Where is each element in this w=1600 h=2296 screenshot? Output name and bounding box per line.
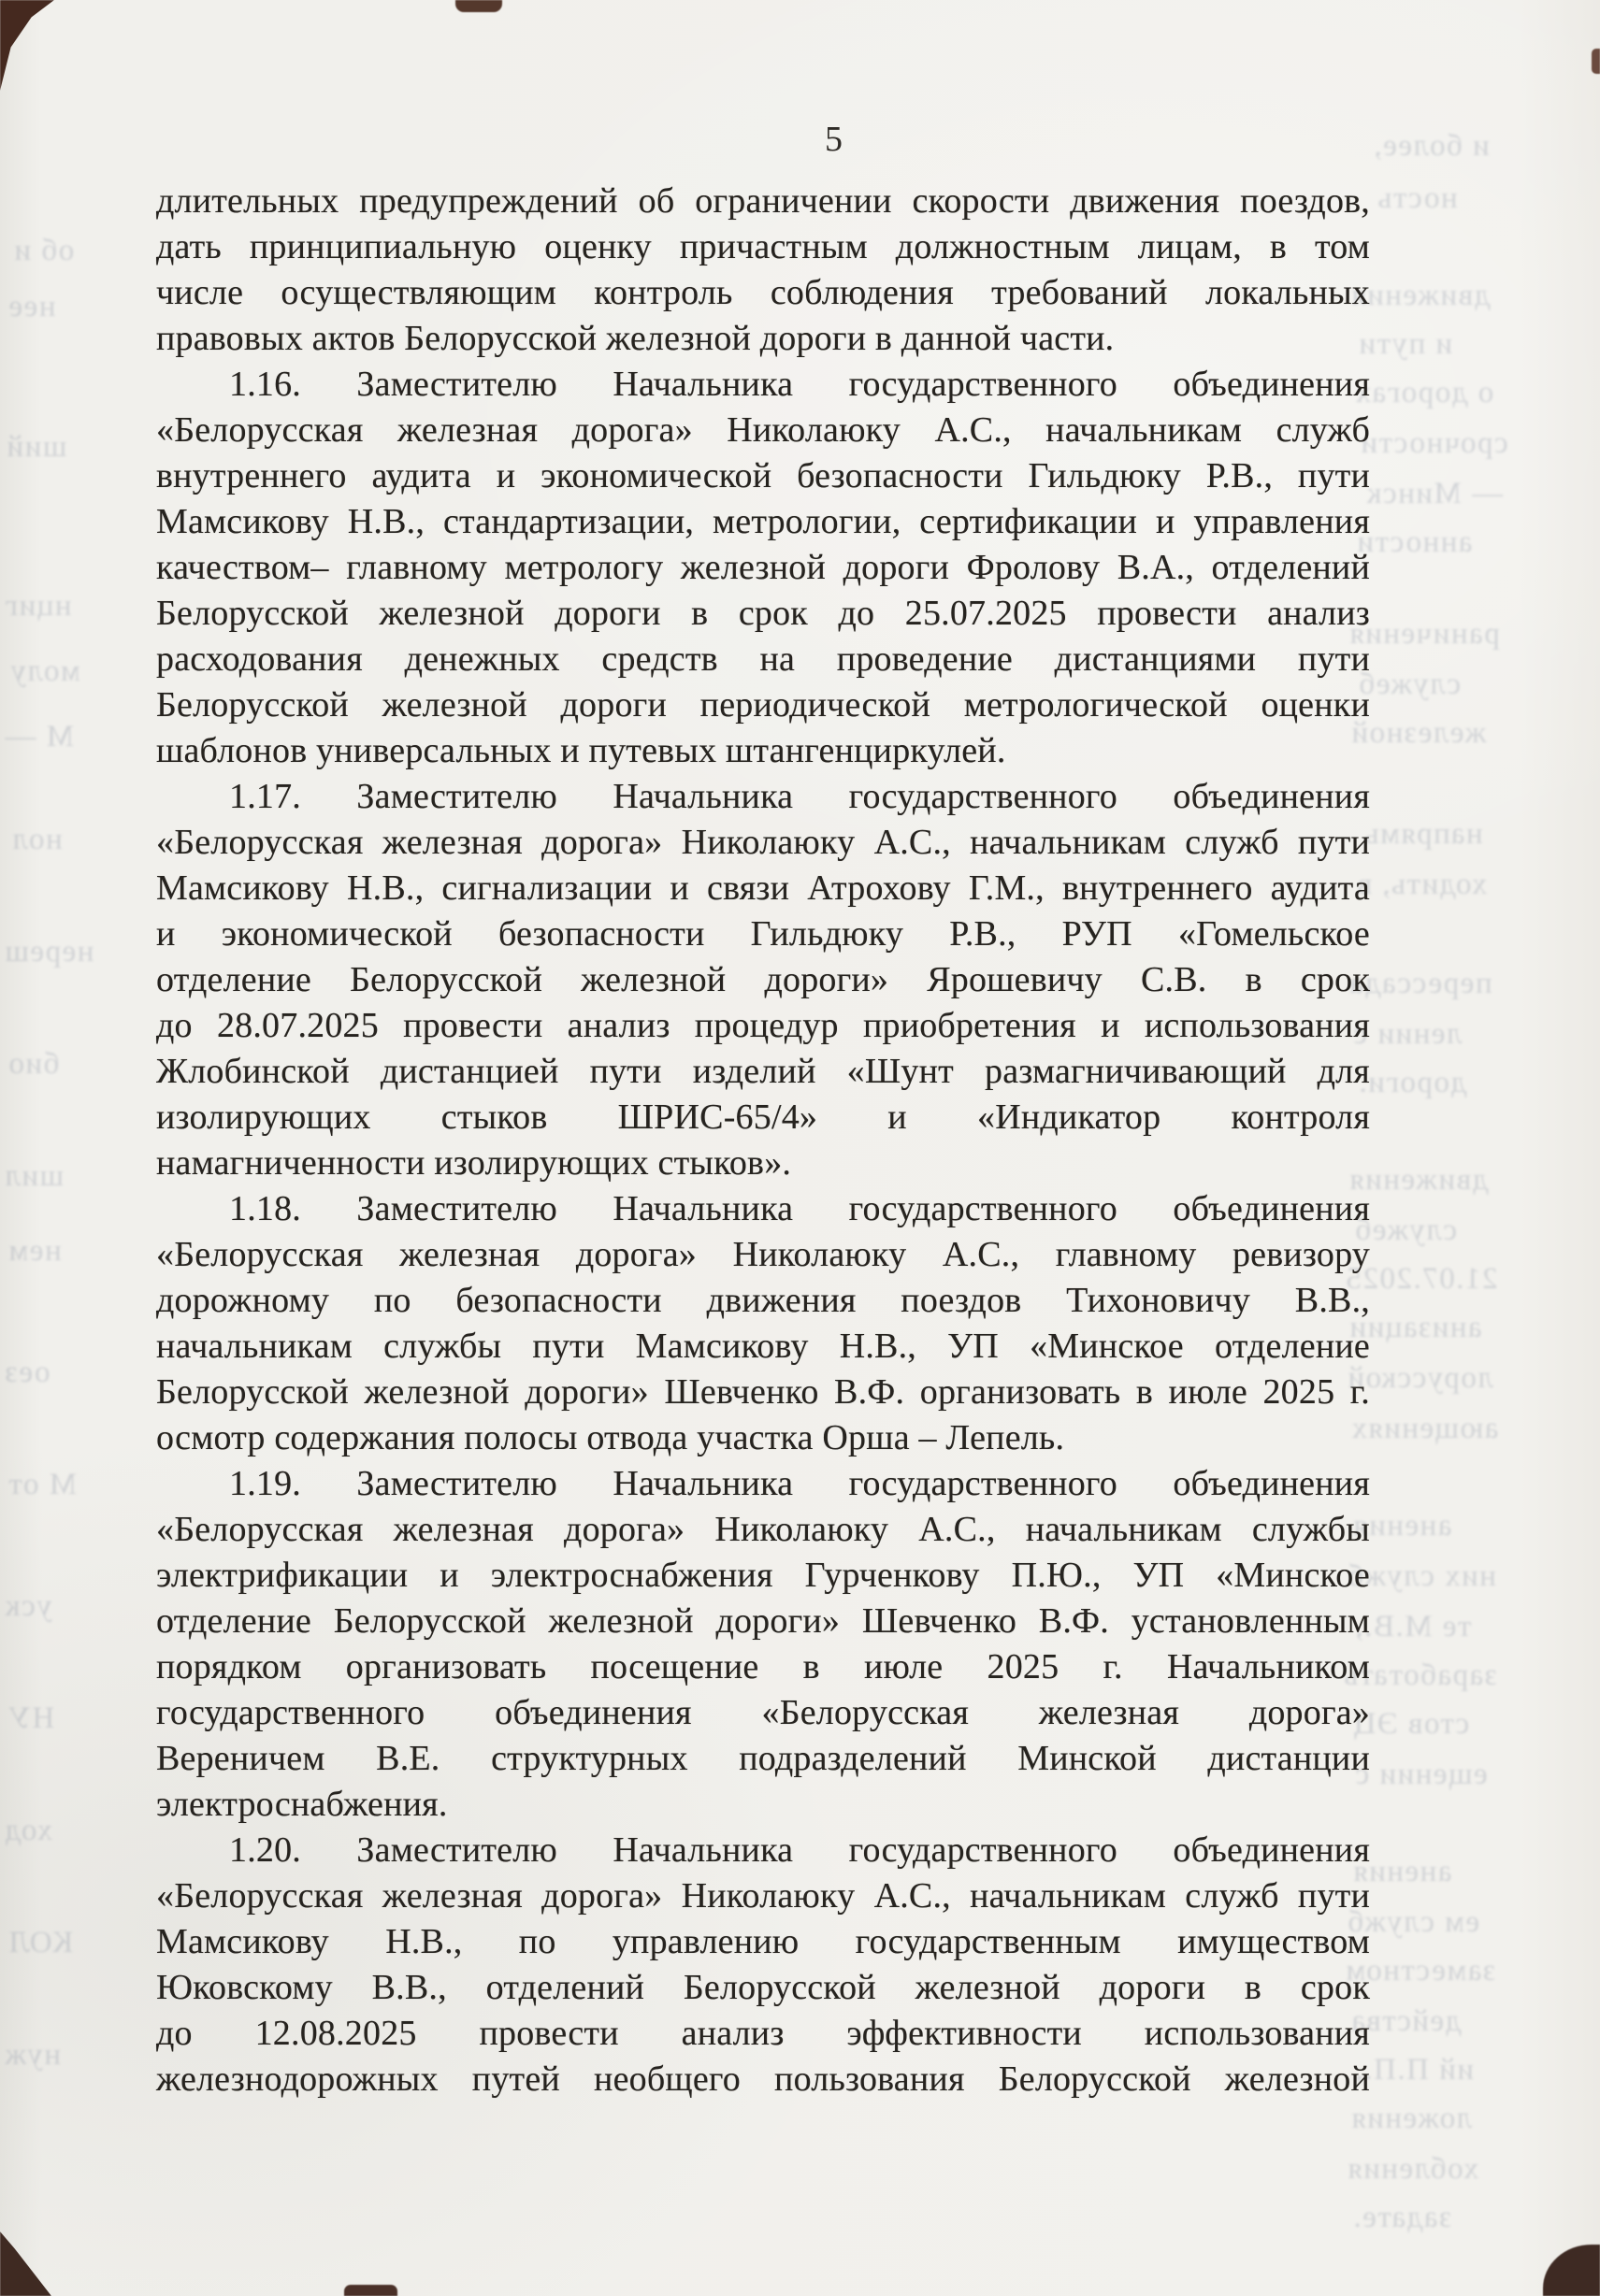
bleedthrough-fragment: нем xyxy=(7,1234,62,1268)
text-line: «Белорусская железная дорога» Николаюку А.С., начальникам служб xyxy=(156,410,1370,450)
scan-artifact-right-edge-top xyxy=(1592,49,1600,74)
text-line: намагниченности изолирующих стыков». xyxy=(156,1143,792,1183)
paragraph-continuation xyxy=(156,179,1370,362)
text-line: качеством– главному метрологу железной дороги Фролову В.А., отделений xyxy=(156,548,1370,587)
bleedthrough-fragment: нол xyxy=(11,823,63,856)
bleedthrough-fragment: дороги. xyxy=(1358,1066,1467,1099)
text-line: отделение Белорусской железной дороги» Ярошевичу С.В. в срок xyxy=(156,960,1370,999)
bleedthrough-fragment: задате. xyxy=(1352,2201,1452,2234)
text-line: изолирующих стыков ШРИС-65/4» и «Индикатор контроля xyxy=(156,1098,1370,1137)
text-line: 1.18. Заместителю Начальника государственного объединения xyxy=(229,1189,1370,1228)
bleedthrough-fragment: оез xyxy=(4,1356,50,1389)
bleedthrough-fragment: действа xyxy=(1350,2004,1462,2038)
bleedthrough-fragment: лорусской xyxy=(1347,1361,1493,1395)
text-line: 1.20. Заместителю Начальника государственного объединения xyxy=(229,1830,1370,1870)
text-line: числе осуществляющим контроль соблюдения требований локальных xyxy=(156,273,1370,312)
text-line: электроснабжения. xyxy=(156,1785,448,1824)
bleedthrough-fragment: заместном xyxy=(1345,1954,1496,1987)
text-line: расходования денежных средств на проведение дистанциями пути xyxy=(156,639,1370,679)
text-line: дать принципиальную оценку причастным должностным лицам, в том xyxy=(156,227,1370,266)
text-line: порядком организовать посещение в июле 2025 г. Начальником xyxy=(156,1647,1370,1686)
text-line: 1.17. Заместителю Начальника государственного объединения xyxy=(229,777,1370,816)
text-line: внутреннего аудита и экономической безопасности Гильдюку Р.В., пути xyxy=(156,456,1370,495)
text-line: Юковскому В.В., отделений Белорусской железной дороги в срок xyxy=(156,1968,1370,2007)
bleedthrough-fragment: анности xyxy=(1356,525,1473,559)
bleedthrough-fragment: ложения xyxy=(1350,2102,1473,2135)
bleedthrough-fragment: перессада xyxy=(1348,967,1492,1000)
bleedthrough-fragment: нее xyxy=(7,290,56,323)
bleedthrough-fragment: раничения xyxy=(1348,617,1500,651)
paragraph-item-1-16 xyxy=(156,362,1370,774)
bleedthrough-fragment: хобления xyxy=(1347,2152,1479,2186)
bleedthrough-fragment: анения xyxy=(1352,1855,1452,1888)
text-line: Мамсикову Н.В., по управлению государственным имуществом xyxy=(156,1922,1370,1961)
text-line: Белорусской железной дороги периодической метрологической оценки xyxy=(156,685,1370,725)
text-line: Белорусской железной дороги» Шевченко В.Ф. организовать в июле 2025 г. xyxy=(156,1372,1370,1412)
bleedthrough-fragment: ий П.П., xyxy=(1354,2053,1474,2087)
text-line: Жлобинской дистанцией пути изделий «Шунт размагничивающий для xyxy=(156,1052,1370,1091)
bleedthrough-fragment: стов ЭЦ xyxy=(1352,1707,1470,1741)
bleedthrough-fragment: напрямь xyxy=(1363,817,1483,851)
text-line: «Белорусская железная дорога» Николаюку А.С., начальникам службы xyxy=(156,1510,1370,1549)
paragraph-item-1-19 xyxy=(156,1461,1370,1828)
bleedthrough-fragment: о дорогах xyxy=(1354,376,1494,409)
text-line: Вереничем В.Е. структурных подразделений Минской дистанции xyxy=(156,1739,1370,1778)
bleedthrough-fragment: те М.В., xyxy=(1354,1610,1472,1643)
text-line: до 12.08.2025 провести анализ эффективности использования xyxy=(156,2014,1370,2053)
bleedthrough-fragment: НУ xyxy=(7,1701,55,1735)
text-line: «Белорусская железная дорога» Николаюку А.С., начальникам служб пути xyxy=(156,823,1370,862)
bleedthrough-fragment: ещении с xyxy=(1354,1758,1488,1791)
bleedthrough-fragment: анения xyxy=(1352,1509,1452,1543)
bleedthrough-fragment: заработать xyxy=(1343,1658,1497,1692)
text-line: электрификации и электроснабжения Гурченкову П.Ю., УП «Минское xyxy=(156,1556,1370,1595)
bleedthrough-fragment: и более, xyxy=(1373,129,1490,163)
bleedthrough-fragment: М от xyxy=(7,1468,78,1501)
bleedthrough-fragment: уск xyxy=(4,1589,52,1623)
bleedthrough-fragment: КОЛ xyxy=(7,1926,74,1959)
bleedthrough-fragment: — Минск xyxy=(1365,477,1504,510)
text-line: шаблонов универсальных и путевых штангенциркулей. xyxy=(156,731,1006,770)
scan-artifact-top-edge xyxy=(455,0,502,12)
text-line: государственного объединения «Белорусская железная дорога» xyxy=(156,1693,1370,1732)
text-line: отделение Белорусской железной дороги» Шевченко В.Ф. установленным xyxy=(156,1601,1370,1641)
bleedthrough-fragment: ходить, в xyxy=(1356,868,1488,901)
document-body xyxy=(156,179,1370,2102)
bleedthrough-fragment: об и xyxy=(13,234,75,267)
bleedthrough-fragment: движения xyxy=(1348,1163,1489,1197)
bleedthrough-fragment: служеб xyxy=(1358,667,1461,701)
text-line: и экономической безопасности Гильдюку Р.В., РУП «Гомельское xyxy=(156,914,1370,954)
bleedthrough-fragment: шил xyxy=(4,1159,65,1193)
bleedthrough-fragment: нуж xyxy=(4,2038,62,2072)
bleedthrough-fragment: и пути xyxy=(1358,327,1453,361)
text-line: Мамсикову Н.В., сигнализации и связи Атрохову Г.М., внутреннего аудита xyxy=(156,868,1370,908)
text-line: «Белорусская железная дорога» Николаюку А.С., главному ревизору xyxy=(156,1235,1370,1274)
paragraph-item-1-18 xyxy=(156,1186,1370,1461)
text-line: Мамсикову Н.В., стандартизации, метрологии, сертификации и управления xyxy=(156,502,1370,541)
bleedthrough-fragment: анизации xyxy=(1348,1311,1482,1344)
bleedthrough-fragment: служеб xyxy=(1354,1213,1457,1247)
bleedthrough-fragment: 21.07.2025 xyxy=(1345,1262,1498,1296)
bleedthrough-fragment: М — xyxy=(4,720,75,753)
bleedthrough-fragment: ший xyxy=(6,430,67,464)
text-line: дорожному по безопасности движения поездов Тихоновичу В.В., xyxy=(156,1281,1370,1320)
text-line: правовых актов Белорусской железной дороги в данной части. xyxy=(156,319,1115,358)
text-line: осмотр содержания полосы отвода участка Орша – Лепель. xyxy=(156,1418,1065,1457)
page-number: 5 xyxy=(825,120,843,159)
bleedthrough-fragment: ность xyxy=(1377,181,1458,215)
text-line: железнодорожных путей необщего пользования Белорусской железной xyxy=(156,2059,1370,2099)
bleedthrough-fragment: лении с xyxy=(1352,1017,1463,1051)
text-line: «Белорусская железная дорога» Николаюку А.С., начальникам служб пути xyxy=(156,1876,1370,1916)
bleedthrough-fragment: ем служб xyxy=(1347,1905,1480,1939)
bleedthrough-fragment: нереш xyxy=(4,935,94,969)
text-line: 1.16. Заместителю Начальника государственного объединения xyxy=(229,365,1370,404)
bleedthrough-fragment: молу xyxy=(9,654,80,688)
text-line: длительных предупреждений об ограничении скорости движения поездов, xyxy=(156,181,1370,221)
bleedthrough-fragment: био xyxy=(7,1047,60,1081)
bleedthrough-fragment: движения xyxy=(1350,279,1491,312)
text-line: 1.19. Заместителю Начальника государственного объединения xyxy=(229,1464,1370,1503)
bleedthrough-fragment: ающениях xyxy=(1350,1412,1499,1445)
text-line: Белорусской железной дороги в срок до 25.07.2025 провести анализ xyxy=(156,594,1370,633)
paragraph-item-1-17 xyxy=(156,774,1370,1186)
bleedthrough-fragment: срочности xyxy=(1360,426,1508,460)
bleedthrough-fragment: ход xyxy=(4,1814,53,1847)
bleedthrough-fragment: них служб xyxy=(1347,1559,1496,1593)
bleedthrough-fragment: железной xyxy=(1350,716,1487,750)
text-line: до 28.07.2025 провести анализ процедур приобретения и использования xyxy=(156,1006,1370,1045)
paragraph-item-1-20 xyxy=(156,1828,1370,2102)
scan-artifact-bottom-edge-dash xyxy=(344,2285,397,2296)
text-line: начальникам службы пути Мамсикову Н.В., УП «Минское отделение xyxy=(156,1327,1370,1366)
bleedthrough-fragment: нциг xyxy=(4,589,72,623)
